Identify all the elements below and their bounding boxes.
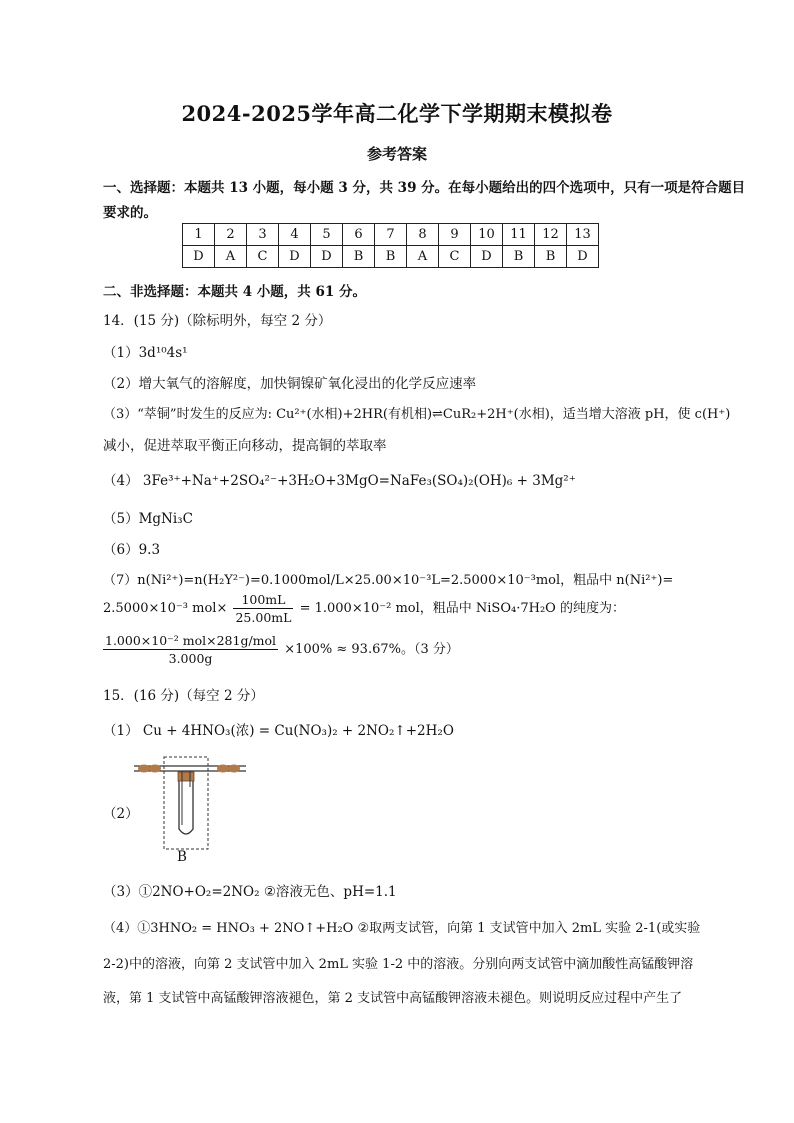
q14-answer-7-line3-suffix: ×100% ≈ 93.67%。（3 分） (284, 642, 459, 657)
answer-table-answer-row (183, 246, 599, 268)
q14-answer-3-line2: 减小，促进萃取平衡正向移动，提高铜的萃取率 (103, 438, 387, 454)
answer-table-number-cell: 4 (279, 224, 311, 246)
answer-table-answer-cell: A (407, 246, 439, 268)
q14-header: 14．(15 分)（除标明外，每空 2 分） (103, 313, 332, 329)
answer-table-number-cell: 7 (375, 224, 407, 246)
answer-table-answer-cell: A (215, 246, 247, 268)
q14-answer-7-line3 (103, 633, 459, 666)
section2-heading: 二、非选择题：本题共 4 小题，共 61 分。 (103, 284, 366, 300)
answer-table (182, 223, 599, 268)
q14-answer-2: （2）增大氧气的溶解度，加快铜镍矿氧化浸出的化学反应速率 (103, 376, 477, 392)
page-title: 2024-2025学年高二化学下学期期末模拟卷 (181, 101, 613, 126)
answer-table-answer-cell: D (471, 246, 503, 268)
q14-answer-6: （6）9.3 (103, 542, 161, 558)
answer-table-number-cell: 10 (471, 224, 503, 246)
q15-answer-2-label: （2） (103, 806, 139, 822)
section1-line2: 要求的。 (103, 205, 157, 221)
answer-table-number-cell: 6 (343, 224, 375, 246)
q14-answer-7-line1: （7）n(Ni²⁺)=n(H₂Y²⁻)=0.1000mol/L×25.00×10⁻³L=2.5000×10⁻³mol，粗品中 n(Ni²⁺)= (103, 573, 674, 588)
q14-fraction-volume (233, 592, 293, 625)
q15-header: 15．(16 分)（每空 2 分） (103, 688, 264, 704)
q14-answer-5: （5）MgNi₃C (103, 511, 193, 527)
answer-table-answer-cell: B (343, 246, 375, 268)
answer-table-number-cell: 9 (439, 224, 471, 246)
q14-answer-7-line2-prefix: 2.5000×10⁻³ mol× (103, 601, 228, 616)
page-subtitle: 参考答案 (366, 145, 427, 163)
q15-answer-4-line2: 2-2)中的溶液，向第 2 支试管中加入 2mL 实验 1-2 中的溶液。分别向两支试管中滴加酸性高锰酸钾溶 (103, 957, 694, 972)
q15-answer-4-line3: 液，第 1 支试管中高锰酸钾溶液褪色，第 2 支试管中高锰酸钾溶液未褪色。则说明反应过程中产生了 (103, 991, 683, 1006)
answer-table-number-cell: 1 (183, 224, 215, 246)
q14-fraction-purity-denominator: 3.000g (168, 651, 213, 666)
answer-table-answer-cell: B (503, 246, 535, 268)
answer-table-answer-cell: D (567, 246, 599, 268)
answer-table-answer-cell: B (535, 246, 567, 268)
q14-fraction-volume-denominator: 25.00mL (235, 610, 292, 625)
q14-fraction-volume-numerator: 100mL (233, 592, 293, 609)
q15-answer-3: （3）①2NO+O₂=2NO₂ ②溶液无色、pH=1.1 (103, 884, 397, 900)
answer-table-number-cell: 12 (535, 224, 567, 246)
figure-label-b: B (177, 849, 187, 865)
answer-table-number-cell: 3 (247, 224, 279, 246)
q14-answer-7-line2 (103, 592, 625, 625)
answer-table-number-cell: 8 (407, 224, 439, 246)
test-tube-apparatus-figure (134, 755, 246, 867)
answer-table-answer-cell: C (247, 246, 279, 268)
answer-table-number-cell: 11 (503, 224, 535, 246)
answer-table-number-cell: 5 (311, 224, 343, 246)
answer-table-number-cell: 13 (567, 224, 599, 246)
q14-answer-4: （4） 3Fe³⁺+Na⁺+2SO₄²⁻+3H₂O+3MgO=NaFe₃(SO₄)₂(OH)₆ + 3Mg²⁺ (103, 473, 576, 489)
answer-table-number-cell: 2 (215, 224, 247, 246)
q14-answer-3-line1: （3）“萃铜”时发生的反应为: Cu²⁺(水相)+2HR(有机相)⇌CuR₂+2H⁺(水相)，适当增大溶液 pH，使 c(H⁺) (103, 407, 731, 422)
q14-answer-1: （1）3d¹⁰4s¹ (103, 345, 188, 361)
answer-table-number-row (183, 224, 599, 246)
section1-line1: 一、选择题：本题共 13 小题，每小题 3 分，共 39 分。在每小题给出的四个选项中，只有一项是符合题目 (103, 180, 746, 196)
q14-fraction-purity (103, 633, 278, 666)
answer-table-answer-cell: D (183, 246, 215, 268)
answer-table-answer-cell: D (311, 246, 343, 268)
q15-answer-1: （1） Cu + 4HNO₃(浓) = Cu(NO₃)₂ + 2NO₂↑+2H₂O (103, 723, 454, 739)
answer-table-answer-cell: C (439, 246, 471, 268)
q15-answer-4-line1: （4）①3HNO₂ = HNO₃ + 2NO↑+H₂O ②取两支试管，向第 1 支试管中加入 2mL 实验 2-1(或实验 (103, 921, 701, 936)
q14-fraction-purity-numerator: 1.000×10⁻² mol×281g/mol (105, 633, 277, 648)
q14-answer-7-line2-suffix: = 1.000×10⁻² mol，粗品中 NiSO₄·7H₂O 的纯度为： (299, 601, 625, 616)
answer-table-answer-cell: D (279, 246, 311, 268)
answer-table-answer-cell: B (375, 246, 407, 268)
